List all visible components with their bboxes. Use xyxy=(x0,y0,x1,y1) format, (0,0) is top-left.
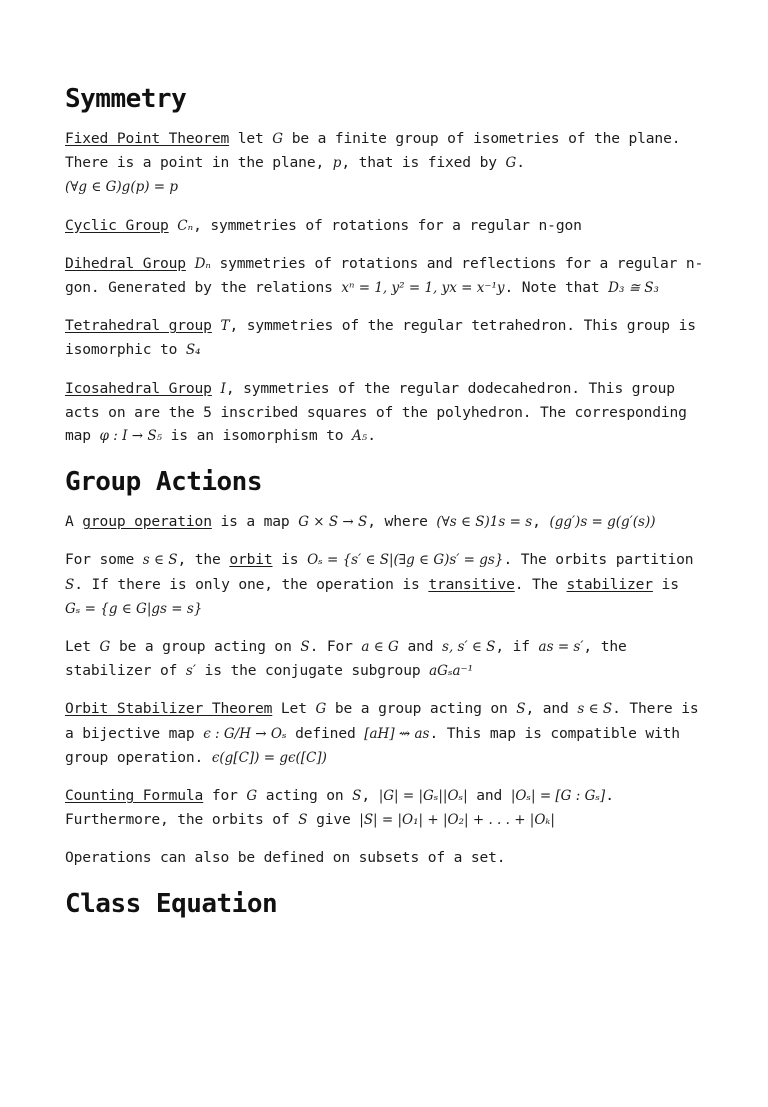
math-s4: S₄ xyxy=(185,342,201,359)
term-icosahedral-group: Icosahedral Group xyxy=(65,379,212,397)
term-tetrahedral-group: Tetrahedral group xyxy=(65,317,212,335)
text-run: be a group acting on xyxy=(110,638,301,656)
text-run: is xyxy=(652,575,679,593)
math-a-in-g: a ∈ G xyxy=(361,639,399,656)
math-d3-iso-s3: D₃ ≅ S₃ xyxy=(608,280,659,297)
text-run: . If there is only one, the operation is xyxy=(74,575,429,593)
math-s-in-s: s ∈ S xyxy=(577,701,613,718)
text-run: . xyxy=(367,427,376,445)
text-run: . xyxy=(516,154,525,172)
text-run: for xyxy=(203,787,247,805)
paragraph-group-operation xyxy=(65,510,705,534)
text-run: symmetries of rotations and reflections for a regular n-gon. Generated by the relations xyxy=(65,254,704,297)
text-run: acting on xyxy=(257,787,353,805)
text-run: be a group acting on xyxy=(326,700,517,718)
notes-page xyxy=(0,83,768,1107)
paragraph-dihedral-group xyxy=(65,252,705,300)
math-phi-map: φ : I → S₅ xyxy=(99,428,163,445)
paragraph-counting-formula xyxy=(65,784,705,832)
text-run: , the stabilizer of xyxy=(65,638,627,680)
math-counting-eq: |G| = |Gₛ||Oₛ| xyxy=(378,788,468,805)
text-run: is xyxy=(272,551,308,569)
math-s-sprime: s, s′ ∈ S xyxy=(442,639,496,656)
math-t: T xyxy=(220,318,230,335)
text-run: , symmetries of the regular dodecahedron. This group acts on are the 5 inscribed squares of the polyhedron. The corresponding map xyxy=(65,379,687,445)
text-run: , symmetries of rotations for a regular n-gon xyxy=(193,216,582,234)
math-g: G xyxy=(315,701,327,718)
text-run: Let xyxy=(65,638,100,656)
term-cyclic-group: Cyclic Group xyxy=(65,216,169,234)
math-compat-axiom: (gg′)s = g(g′(s)) xyxy=(549,514,656,531)
math-dn: Dₙ xyxy=(194,255,211,272)
text-run: For some xyxy=(65,551,143,569)
paragraph-conjugate-stabilizer xyxy=(65,635,705,683)
text-run: . For xyxy=(309,638,362,656)
math-s: S xyxy=(516,701,526,718)
text-run: Let xyxy=(272,700,316,718)
text-run: , xyxy=(532,513,550,531)
paragraph-tetrahedral-group xyxy=(65,314,705,362)
term-group-operation: group operation xyxy=(82,513,212,531)
math-g: G xyxy=(99,639,111,656)
text-run: is the conjugate subgroup xyxy=(195,662,430,680)
paragraph-orbit-stabilizer-theorem xyxy=(65,697,705,770)
section-heading-symmetry: Symmetry xyxy=(65,84,187,114)
text-run: , and xyxy=(525,700,578,718)
paragraph-orbit xyxy=(65,548,705,621)
math-identity-axiom: (∀s ∈ S)1s = s xyxy=(436,514,533,531)
text-run: is an isomorphism to xyxy=(162,427,353,445)
math-as-eq: as = s′ xyxy=(538,639,584,656)
math-orbit-def: Oₛ = {s′ ∈ S|(∃g ∈ G)s′ = gs} xyxy=(307,552,504,569)
term-fixed-point-theorem: Fixed Point Theorem xyxy=(65,130,230,147)
math-p: p xyxy=(332,155,342,172)
text-run: A xyxy=(65,513,83,531)
math-stabilizer-def: Gₛ = {g ∈ G|gs = s} xyxy=(65,600,203,617)
math-a5: A₅ xyxy=(352,428,368,445)
text-run: let xyxy=(229,130,273,147)
math-compatibility: ϵ(g[C]) = gϵ([C]) xyxy=(211,749,327,766)
text-run: and xyxy=(467,787,511,805)
term-transitive: transitive xyxy=(428,575,515,593)
term-counting-formula: Counting Formula xyxy=(65,787,204,805)
math-bijective-map: ϵ : G/H → Oₛ xyxy=(203,725,287,742)
math-g: G xyxy=(272,131,284,147)
math-s: S xyxy=(300,639,310,656)
text-run: is a map xyxy=(211,513,299,531)
math-index-eq: |Oₛ| = [G : Gₛ] xyxy=(510,788,606,805)
text-run: . There is a bijective map xyxy=(65,700,699,742)
text-run: . Furthermore, the orbits of xyxy=(65,787,614,829)
text-run: , where xyxy=(367,513,437,531)
paragraph-subsets: Operations can also be defined on subsets of a set. xyxy=(65,849,506,867)
text-run: and xyxy=(398,638,443,656)
text-run: give xyxy=(307,811,360,829)
math-map: G × S → S xyxy=(298,514,368,531)
text-run: . The xyxy=(514,575,567,593)
term-orbit-stabilizer-theorem: Orbit Stabilizer Theorem xyxy=(65,700,273,718)
text-run: , the xyxy=(177,551,230,569)
text-run xyxy=(186,255,195,272)
math-fixed-point-formula: (∀g ∈ G)g(p) = p xyxy=(65,179,179,196)
math-s-in-s: s ∈ S xyxy=(142,552,178,569)
math-g: G xyxy=(246,788,258,805)
text-run: . Note that xyxy=(504,279,609,297)
math-conjugate-subgroup: aGₛa⁻¹ xyxy=(429,663,474,680)
term-orbit: orbit xyxy=(229,551,273,569)
math-s: S xyxy=(298,812,308,829)
math-cn: Cₙ xyxy=(177,217,194,234)
math-s: S xyxy=(352,788,362,805)
paragraph-cyclic-group xyxy=(65,214,705,238)
text-run xyxy=(169,217,178,234)
section-heading-class-equation: Class Equation xyxy=(65,888,278,919)
math-orbit-sum: |S| = |O₁| + |O₂| + . . . + |Oₖ| xyxy=(359,812,555,829)
text-run: , if xyxy=(495,638,539,656)
math-sprime: s′ xyxy=(185,663,196,680)
paragraph-fixed-point-theorem xyxy=(65,127,705,200)
math-dihedral-relations: xⁿ = 1, y² = 1, yx = x⁻¹y xyxy=(341,280,505,297)
text-run: defined xyxy=(286,724,365,742)
text-run: , xyxy=(361,787,379,805)
term-stabilizer: stabilizer xyxy=(566,575,653,593)
math-i: I xyxy=(220,380,226,397)
term-dihedral-group: Dihedral Group xyxy=(65,254,186,272)
text-run: . The orbits partition xyxy=(503,551,694,569)
section-heading-group-actions: Group Actions xyxy=(65,467,262,498)
paragraph-icosahedral-group xyxy=(65,377,705,449)
text-run: be a finite group of isometries of the plane. There is a point in the plane, xyxy=(65,130,681,172)
math-g: G xyxy=(505,155,517,172)
text-run: . This map is compatible with group operation. xyxy=(65,724,680,766)
text-run: , symmetries of the regular tetrahedron. This group is isomorphic to xyxy=(65,317,696,359)
text-run: , that is fixed by xyxy=(341,154,506,172)
math-coset-map: [aH] ⇝ as xyxy=(364,725,430,742)
math-s: S xyxy=(65,576,75,593)
